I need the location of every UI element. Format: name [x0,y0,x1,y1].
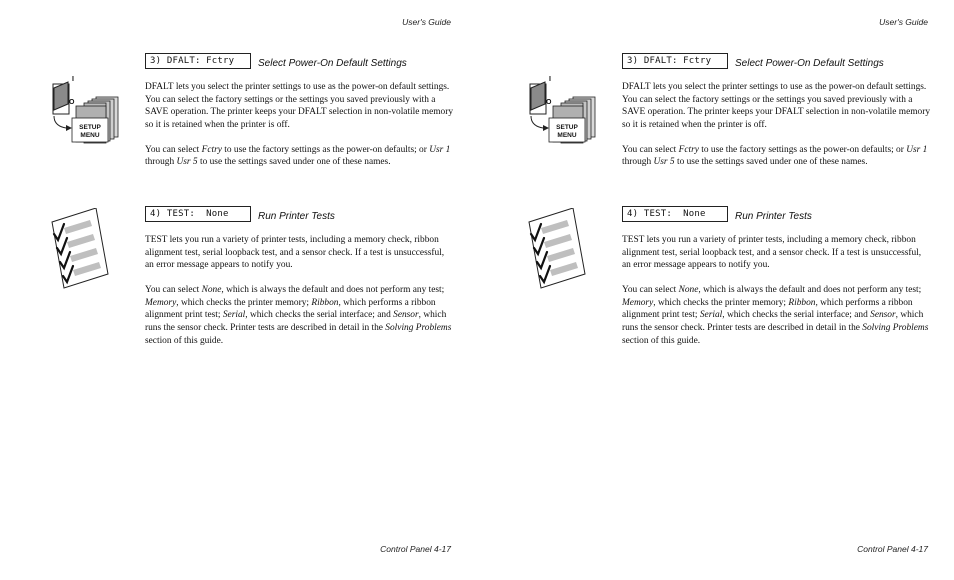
page-header: User's Guide [402,17,451,27]
paragraph: You can select None, which is always the default and does not perform any test; Memory, which checks the printer memory; Ribbon, which performs a ribbon alignment print test; Serial, which checks the serial interface; and Sensor, which runs the sensor check. Printer tests are described in detail in the Solving Problems section of this guide. [145,285,452,346]
emphasis: Ribbon [311,297,339,308]
paragraph: You can select Fctry to use the factory settings as the power-on defaults; or Usr 1 through Usr 5 to use the settings saved under one of these names. [145,144,451,168]
emphasis: Memory [622,297,654,308]
page-header: User's Guide [879,17,928,27]
paragraph: TEST lets you run a variety of printer tests, including a memory check, ribbon alignment test, serial loopback test, and a sensor check. If a test is unsuccessful, an error message appears to notify you. [145,235,445,271]
power-off-mark: O [546,99,552,106]
lcd-display: 4) TEST: None [622,206,728,222]
lcd-display: 3) DFALT: Fctry [622,53,728,69]
section-title: Select Power-On Default Settings [735,57,884,69]
power-on-mark: I [549,76,551,83]
section-default-settings [622,52,932,169]
emphasis: Fctry [678,144,699,155]
emphasis: Ribbon [788,297,816,308]
section-printer-tests [622,205,932,347]
emphasis: Fctry [201,144,222,155]
emphasis: None [678,285,699,296]
setup-menu-icon [525,74,603,146]
emphasis: Usr 5 [653,157,675,168]
emphasis: None [201,285,222,296]
section-printer-tests [145,205,455,347]
setup-menu-label: SETUP MENU [79,124,101,139]
section-title: Run Printer Tests [258,210,335,222]
emphasis: Usr 1 [429,144,451,155]
power-on-mark: I [72,76,74,83]
emphasis: Serial [222,310,246,321]
section-title: Select Power-On Default Settings [258,57,407,69]
lcd-display: 3) DFALT: Fctry [145,53,251,69]
checklist-icon [50,208,110,290]
power-off-mark: O [69,99,75,106]
paragraph: DFALT lets you select the printer settings to use as the power-on default settings. You can select the factory settings or the settings you saved previously with a SAVE operation. The printer keeps your DFALT selection in non-volatile memory so it is retained when the printer is off. [622,82,931,130]
emphasis: Solving Problems [862,323,929,334]
setup-menu-icon [48,74,126,146]
emphasis: Usr 1 [906,144,928,155]
emphasis: Serial [699,310,723,321]
paragraph: TEST lets you run a variety of printer tests, including a memory check, ribbon alignment test, serial loopback test, and a sensor check. If a test is unsuccessful, an error message appears to notify you. [622,235,922,271]
emphasis: Sensor [870,310,896,321]
emphasis: Usr 5 [176,157,198,168]
right-page [477,0,954,580]
paragraph: You can select Fctry to use the factory settings as the power-on defaults; or Usr 1 through Usr 5 to use the settings saved under one of these names. [622,144,928,168]
checklist-icon [527,208,587,290]
section-default-settings [145,52,455,169]
emphasis: Memory [145,297,177,308]
setup-menu-label: SETUP MENU [556,124,578,139]
emphasis: Solving Problems [385,323,452,334]
emphasis: Sensor [393,310,419,321]
page-footer: Control Panel 4-17 [380,544,451,554]
paragraph: DFALT lets you select the printer settings to use as the power-on default settings. You can select the factory settings or the settings you saved previously with a SAVE operation. The printer keeps your DFALT selection in non-volatile memory so it is retained when the printer is off. [145,82,454,130]
section-title: Run Printer Tests [735,210,812,222]
lcd-display: 4) TEST: None [145,206,251,222]
page-footer: Control Panel 4-17 [857,544,928,554]
paragraph: You can select None, which is always the default and does not perform any test; Memory, which checks the printer memory; Ribbon, which performs a ribbon alignment print test; Serial, which checks the serial interface; and Sensor, which runs the sensor check. Printer tests are described in detail in the Solving Problems section of this guide. [622,285,929,346]
